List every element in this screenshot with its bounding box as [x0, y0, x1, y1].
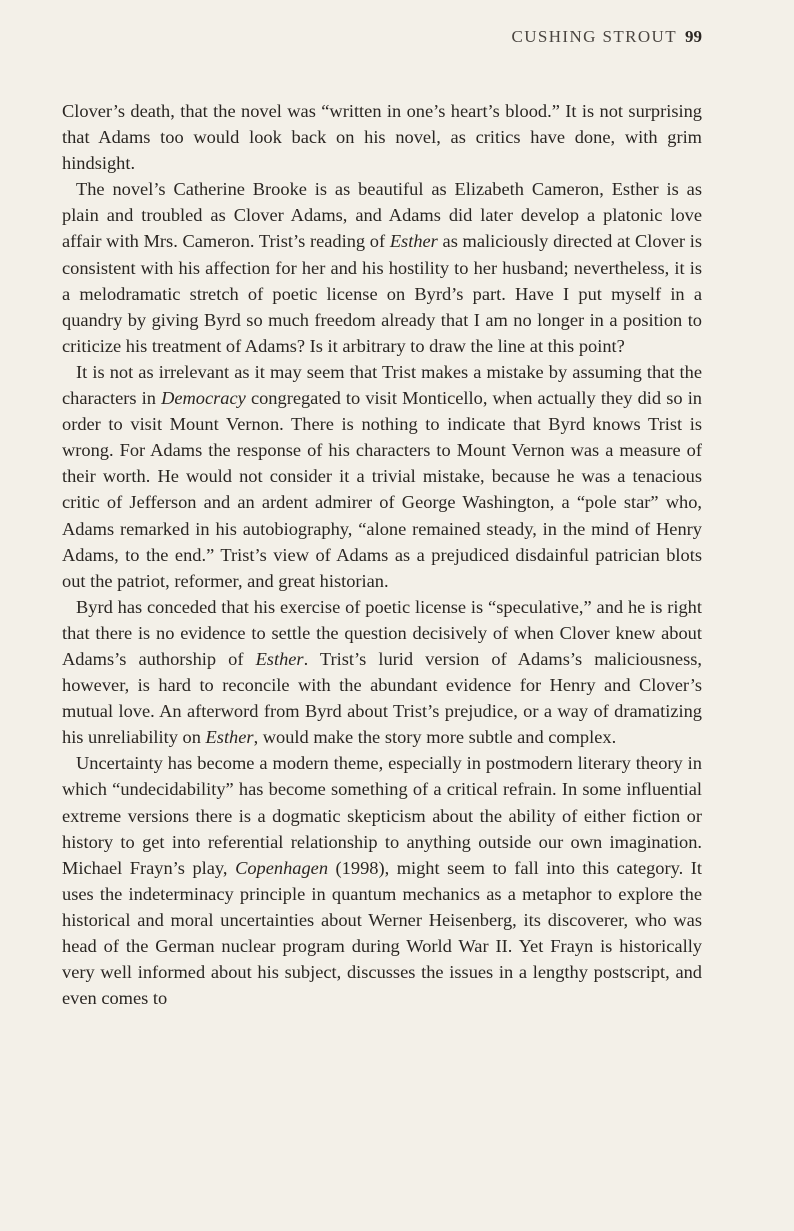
paragraph: [62, 750, 702, 1011]
paragraph: [62, 594, 702, 751]
text-run: , would make the story more subtle and complex.: [253, 727, 617, 748]
text-run: congregated to visit Monticello, when actually they did so in order to visit Mount Vernon. There is nothing to indicate that Byrd knows Trist is wrong. For Adams the response of his characters to Mount Vernon was a measure of their worth. He would not consider it a trivial mistake, because he was a tenacious critic of Jefferson and an ardent admirer of George Washington, a “pole star” who, Adams remarked in his autobiography, “alone remained steady, in the mind of Henry Adams, to the end.” Trist’s view of Adams as a prejudiced disdainful patrician blots out the patriot, reformer, and great historian.: [62, 388, 702, 591]
text-run: (1998), might seem to fall into this category. It uses the indeterminacy principle in quantum mechanics as a metaphor to explore the historical and moral uncertainties about Werner Heisenberg, its discoverer, who was head of the German nuclear program during World War II. Yet Frayn is historically very well informed about his subject, discusses the issues in a lengthy postscript, and even comes to: [62, 857, 702, 1009]
text-run: Uncertainty has become a modern theme, especially in postmodern literary theory in which “undecidability” has become something of a critical refrain. In some influential extreme versions there is a dogmatic skepticism about the ability of either fiction or history to get into referential relationship to anything outside our own imagination. Michael Frayn’s play,: [62, 753, 702, 878]
italic-title: Copenhagen: [235, 857, 329, 878]
italic-title: Democracy: [161, 388, 246, 409]
paragraph: [62, 359, 702, 594]
text-run: Clover’s death, that the novel was “written in one’s heart’s blood.” It is not surprising that Adams too would look back on his novel, as critics have done, with grim hindsight.: [62, 101, 702, 174]
text-run: It is not as irrelevant as it may seem that Trist makes a mistake by assuming that the characters in: [62, 361, 702, 409]
italic-title: Esther: [255, 648, 304, 669]
running-head-author: CUSHING STROUT: [511, 27, 677, 46]
running-head: [511, 27, 702, 47]
text-run: The novel’s Catherine Brooke is as beautiful as Elizabeth Cameron, Esther is as plain and troubled as Clover Adams, and Adams did later develop a platonic love affair with Mrs. Cameron. Trist’s reading of: [62, 179, 702, 252]
paragraph: [62, 176, 702, 359]
page-number: 99: [685, 27, 702, 46]
paragraph: [62, 98, 702, 176]
text-run: . Trist’s lurid version of Adams’s maliciousness, however, is hard to reconcile with the abundant evidence for Henry and Clover’s mutual love. An afterword from Byrd about Trist’s prejudice, or a way of dramatizing his unreliability on: [62, 648, 702, 748]
italic-title: Esther: [389, 231, 438, 252]
text-run: as maliciously directed at Clover is consistent with his affection for her and his hostility to her husband; nevertheless, it is a melodramatic stretch of poetic license on Byrd’s part. Have I put myself in a quandry by giving Byrd so much freedom already that I am no longer in a position to criticize his treatment of Adams? Is it arbitrary to draw the line at this point?: [62, 231, 702, 356]
italic-title: Esther: [205, 727, 254, 748]
body-text: [62, 98, 702, 1011]
text-run: Byrd has conceded that his exercise of poetic license is “speculative,” and he is right that there is no evidence to settle the question decisively of when Clover knew about Adams’s authorship of: [62, 596, 702, 669]
